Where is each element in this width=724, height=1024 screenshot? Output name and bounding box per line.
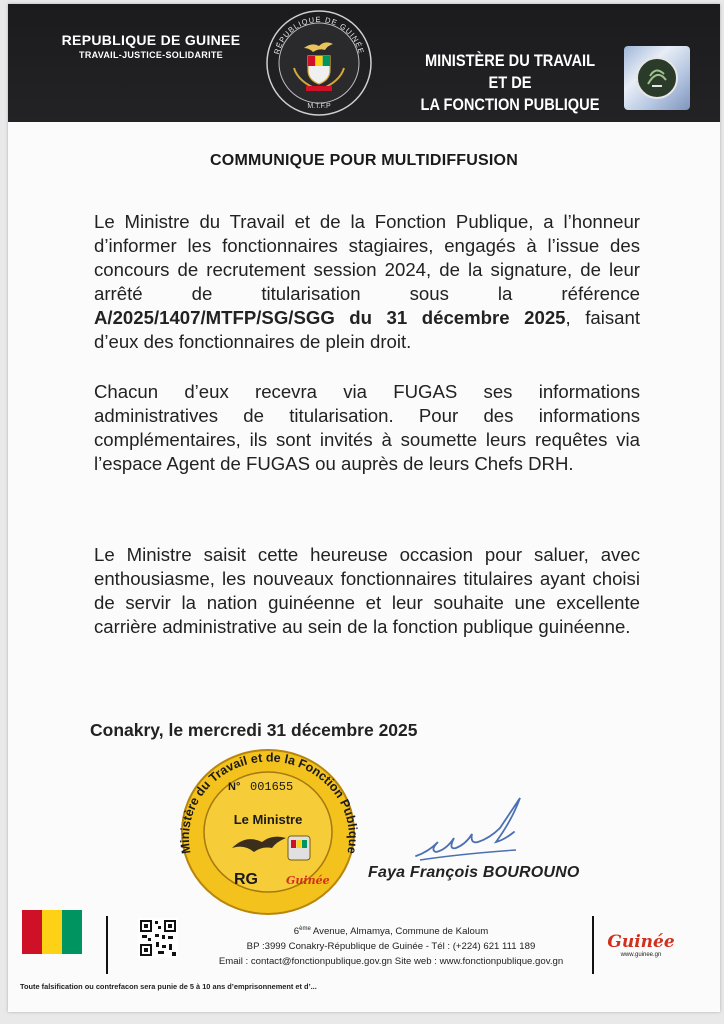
- footer-address-line1: 6ème Avenue, Almamya, Commune de Kaloum: [293, 926, 489, 938]
- date-line: Conakry, le mercredi 31 décembre 2025: [90, 720, 418, 740]
- seal-ring-text: RÉPUBLIQUE DE GUINÉE: [271, 14, 366, 56]
- signer-name: Faya François BOUROUNO: [368, 864, 580, 881]
- paragraph-announcement: [94, 210, 640, 354]
- communique-title: COMMUNIQUE POUR MULTIDIFFUSION: [210, 152, 518, 169]
- seal-emblem-icon: [264, 8, 374, 118]
- qr-code-icon: [138, 918, 178, 958]
- signature-icon: [406, 786, 546, 876]
- ministry-title-line1: MINISTÈRE DU TRAVAIL ET DE: [424, 51, 596, 92]
- paragraph-congratulations: Le Ministre saisit cette heureuse occasion pour saluer, avec enthousiasme, les nouveaux fonctionnaires titulaires ayant choisi de servir la nation guinéenne et leur souhaite une excellente carrière administrative au sein de la fonction publique guinéenne.: [94, 544, 640, 637]
- stamp-role: Le Ministre: [233, 812, 303, 827]
- stamp-number: 001655: [250, 780, 294, 794]
- footer-divider-right: [592, 916, 594, 974]
- hologram-emblem-icon: [624, 46, 690, 110]
- republic-title: REPUBLIQUE DE GUINEE: [61, 32, 241, 48]
- letterhead: [8, 4, 720, 122]
- footer-address-line3: Email : contact@fonctionpublique.gov.gn Site web : www.fonctionpublique.gov.gn: [218, 956, 564, 968]
- seal-bottom-text: M.T.F.P: [307, 103, 331, 110]
- guinee-logo-icon: [606, 932, 676, 958]
- guinea-flag: [22, 910, 82, 954]
- ministry-title-line2: LA FONCTION PUBLIQUE: [420, 95, 600, 114]
- document-page: [8, 4, 720, 1012]
- stamp-initials: RG: [234, 871, 258, 888]
- ministry-stamp: [176, 744, 366, 916]
- republic-block: [56, 32, 246, 60]
- decree-reference: A/2025/1407/MTFP/SG/SGG du 31 décembre 2025: [94, 307, 566, 328]
- paragraph-announcement-start: Le Ministre du Travail et de la Fonction Publique, a l’honneur d’informer les fonctionnaires stagiaires, engagés à l’issue des concours de recrutement session 2024, de la signature, de leur arrêté de titularisation sous la référence: [94, 211, 640, 304]
- footer-brand: Guinée: [607, 932, 675, 952]
- stamp-ring-text: Ministère du Travail et de la Fonction Publique: [177, 750, 361, 856]
- republic-motto: TRAVAIL-JUSTICE-SOLIDARITE: [79, 50, 223, 60]
- stamp-brand: Guinée: [286, 874, 330, 887]
- footer-address-line2: BP :3999 Conakry-République de Guinée - Tél : (+224) 621 111 189: [246, 941, 536, 953]
- paragraph-announcement-end: , faisant d’eux des fonctionnaires de plein droit.: [94, 307, 640, 352]
- stamp-number-label: N°: [228, 781, 241, 793]
- footer-divider-left: [106, 916, 108, 974]
- ministry-title: [419, 50, 601, 116]
- footer-address: [194, 922, 588, 969]
- falsification-warning: Toute falsification ou contrefacon sera punie de 5 à 10 ans d’emprisonnement et d’...: [20, 982, 317, 991]
- footer-brand-url: www.guinee.gn: [620, 952, 662, 958]
- paragraph-fugas: Chacun d’eux recevra via FUGAS ses informations administratives de titularisation. Pour des informations complémentaires, ils sont invités à soumette leurs requêtes via l’espace Agent de FUGAS ou auprès de leurs Chefs DRH.: [94, 381, 640, 474]
